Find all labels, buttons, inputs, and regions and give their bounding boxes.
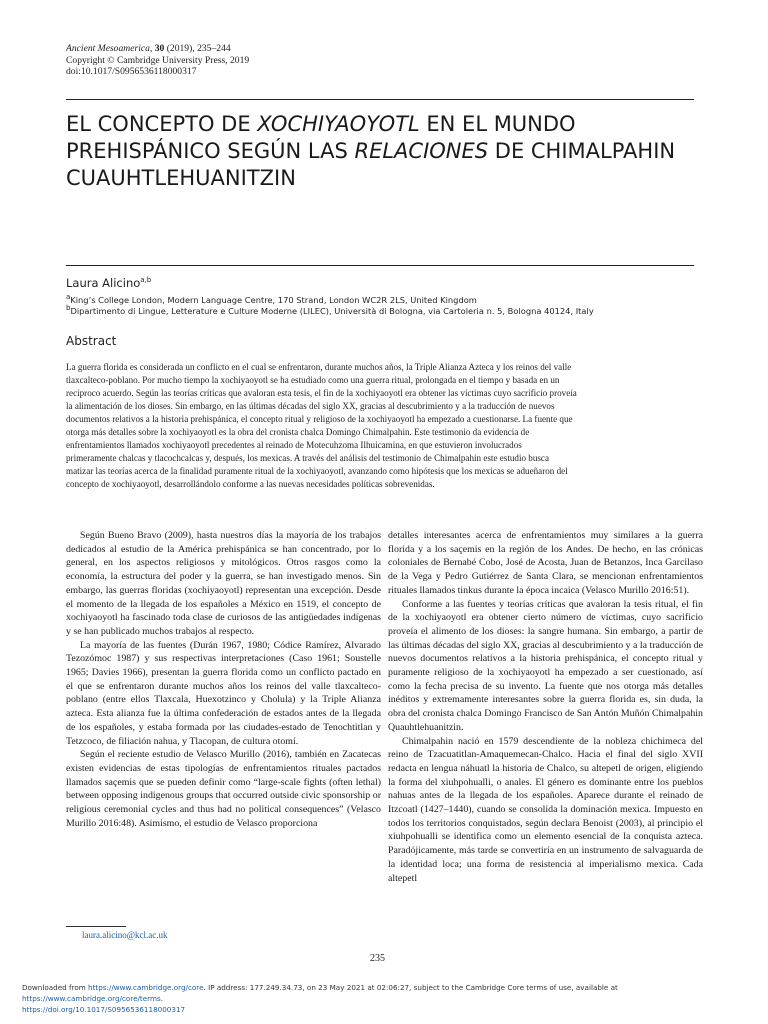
author-line: [66, 276, 151, 290]
abstract-line: matizar las teorías acerca de la finalidad puramente ritual de la xochiyaoyotl, avanzando como hipótesis que los mexicas se adueñaron del: [66, 465, 568, 476]
title-text-3: EN EL MUNDO PREHISPÁNICO SEGÚN LAS: [66, 112, 576, 163]
paragraph: Chimalpahin nació en 1579 descendiente de la nobleza chichimeca del reino de Tzacuatitlan-Amaquemecan-Chalco. Hacia el final del siglo XVII redacta en lengua náhuatl la historia de Chalco, su altepetl de origen, eligiendo la forma del xiuhpohualli, o anales. El género es dominante entre los pueblos nahuas antes de la llegada de los españoles. Aparece durante el reinado de Itzcoatl (1427–1440), cuando se consolida la dominación mexica. Impuesto en todos los territorios conquistados, según declara Benoist (2003), al principio el xiuhpohualli se identifica como un elemento esencial de la conquista azteca. Paradójicamente, más tarde se convertiría en un instrumento de salvaguarda de la identidad loca; una forma de resistencia al imperialismo mexica. Cada altepetl: [388, 735, 703, 884]
title-text-5: DE CHIMALPAHIN CUAUHTLEHUANITZIN: [66, 139, 676, 190]
article-title: [66, 111, 694, 192]
abstract-line: recíproco acuerdo. Según las teorías críticas que avaloran esta tesis, el fin de la xochiyaoyotl era obtener las víctimas cuyo sacrificio proveía: [66, 387, 577, 398]
copyright-line: Copyright © Cambridge University Press, 2019: [66, 54, 250, 66]
download-text: Downloaded from: [22, 983, 89, 992]
affiliation-text: Dipartimento di Lingue, Letterature e Culture Moderne (LILEC), Università di Bologna, via Cartoleria n. 5, Bologna 40124, Italy: [70, 306, 594, 316]
title-text-1: EL CONCEPTO DE: [66, 112, 258, 136]
footnote-rule: [66, 926, 126, 927]
author-affiliation-marks: a,b: [140, 276, 152, 285]
paragraph: La mayoría de las fuentes (Durán 1967, 1980; Códice Ramírez, Alvarado Tezozómoc 1987) y sus respectivas interpretaciones (Caso 1961; Soustelle 1965; Davies 1966), presentan la guerra florida como un conflicto pactado en el que se enfrentaron durante muchos años los reinos del valle tlaxcalteco-poblano (entre ellos Tlaxcala, Huexotzinco y Cholula) y la Triple Alianza azteca. Esta alianza fue la última confederación de estados antes de la llegada de los españoles, y estaba formada por las ciudades-estado de Tenochtitlan y Tetzcoco, de filiación nahua, y Tlacopan, de cultura otomí.: [66, 639, 381, 747]
author-name: Laura Alicino: [66, 276, 141, 290]
journal-header: [66, 43, 249, 78]
journal-volume: 30: [154, 43, 165, 54]
cambridge-core-link[interactable]: https://www.cambridge.org/core: [88, 983, 204, 992]
download-line-1: [22, 982, 752, 1004]
journal-citation: Ancient Mesoamerica, 30 (2019), 235–244: [66, 43, 231, 54]
title-text-4: RELACIONES: [354, 139, 489, 163]
affiliation-mark: b: [66, 304, 71, 313]
body-left-column: [66, 529, 381, 830]
paragraph: Según Bueno Bravo (2009), hasta nuestros días la mayoría de los trabajos dedicados al estudio de la América prehispánica se han concentrado, por lo general, en los aspectos religiosos y mitológicos. Otros rasgos como la economía, la estructura del poder y la guerra, se han investigado menos. Sin embargo, las guerras floridas (xochiyaoyotl) representan una excepción. Desde el momento de la llegada de los españoles a México en 1519, el concepto de xochiyaoyotl ha fascinado toda clase de curiosos de las antigüedades indígenas y se han publicado muchos trabajos al respecto.: [66, 530, 381, 637]
paragraph: detalles interesantes acerca de enfrentamientos muy similares a la guerra florida y a los saçemis en la región de los Andes. De hecho, en las crónicas coloniales de Bernabé Cobo, José de Acosta, Juan de Betanzos, Inca Garcilaso de la Vega y Pedro Gutiérrez de Santa Clara, se mencionan enfrentamientos rituales llamados tinkus durante la época incaica (Velasco Murillo 2016:51).: [388, 530, 703, 596]
affiliation-a: [66, 295, 706, 306]
title-rule: [66, 265, 694, 266]
abstract-line: primeramente chalcas y tlacochcalcas y, después, los mexicas. A través del análisis del testimonio de Chimalpahin este estudio busca: [66, 452, 550, 463]
affiliation-text: King’s College London, Modern Language Centre, 170 Strand, London WC2R 2LS, United Kingdom: [70, 295, 477, 305]
download-text: . IP address: 177.249.34.73, on 23 May 2021 at 02:06:27, subject to the Cambridge Core terms of use, available at: [203, 983, 618, 992]
abstract-line: tlaxcalteco-poblano. Por mucho tiempo la xochiyaoyotl se ha estudiado como una guerra ritual, prolongada en el tiempo y basada en un: [66, 374, 560, 385]
paragraph: Conforme a las fuentes y teorías críticas que avaloran la tesis ritual, el fin de la xochiyaoyotl era obtener cierto número de víctimas, cuyo sacrificio proveía el alimento de los dioses: la sangre humana. Sin embargo, a partir de las últimas décadas del siglo XX, gracias al descubrimiento y a la traducción de nuevos documentos relativos a la historia prehispánica, el concepto ritual y puramente religioso de la xochiyaoyotl ha empezado a ser cuestionado, así como la fecha precisa de su invento. La fuente que nos otorga más detalles inéditos y extremamente interesantes sobre la guerra florida es, sin duda, la obra del cronista chalca Domingo Francisco de San Antón Muñón Chimalpahin Quauhtlehuanitzin.: [388, 598, 703, 733]
abstract-line: documentos relativos a la historia prehispánica, el concepto ritual y religioso de la xochiyaoyotl ha empezado a cuestionarse. La fuente que: [66, 413, 573, 424]
download-notice: [22, 982, 752, 1015]
page-number: 235: [370, 953, 385, 964]
affiliation-mark: a: [66, 293, 71, 302]
title-text-2: XOCHIYAOYOTL: [257, 112, 420, 136]
header-rule: [66, 99, 694, 100]
abstract-line: La guerra florida es considerada un conflicto en el cual se enfrentaron, durante muchos años, la Triple Alianza Azteca y los reinos del valle: [66, 362, 572, 372]
journal-pages: (2019), 235–244: [166, 43, 231, 54]
abstract-heading: Abstract: [66, 334, 117, 348]
doi-line: doi:10.1017/S0956536118000317: [66, 66, 197, 78]
body-right-column: [388, 529, 703, 885]
author-email-link[interactable]: laura.alicino@kcl.ac.uk: [82, 930, 168, 940]
download-text: .: [160, 994, 164, 1003]
abstract-body: [66, 361, 698, 491]
doi-link[interactable]: https://doi.org/10.1017/S0956536118000317: [22, 1005, 186, 1014]
paragraph: Según el reciente estudio de Velasco Murillo (2016), también en Zacatecas existen evidencias de estas tipologías de enfrentamientos rituales pactados llamados saçemis que se pueden definir como “large-scale fights (often lethal) between opposing indigenous groups that occurred outside civic sponsorship or religious ceremonial cycles and thus had no political consequences” (Velasco Murillo 2016:48). Asimismo, el estudio de Velasco proporciona: [66, 749, 381, 829]
abstract-line: otorga más detalles sobre la xochiyaoyotl es la obra del cronista chalca Domingo Chimalpahin. Este testimonio da evidencia de: [66, 426, 530, 437]
abstract-line: la alimentación de los dioses. Sin embargo, en las últimas décadas del siglo XX, gracias al descubrimiento y a la traducción de nuevos: [66, 400, 555, 411]
terms-link[interactable]: https://www.cambridge.org/core/terms: [22, 994, 161, 1003]
abstract-line: concepto de xochiyaoyotl, desarrollándolo conforme a las nuevas necesidades políticas sobrevenidas.: [66, 478, 435, 489]
affiliation-b: [66, 306, 706, 317]
abstract-line: enfrentamientos llamados xochiyaoyotl precedentes al reinado de Motecuhzoma Ilhuicamina, en que estuvieron involucrados: [66, 439, 522, 450]
journal-name: Ancient Mesoamerica: [66, 43, 150, 54]
